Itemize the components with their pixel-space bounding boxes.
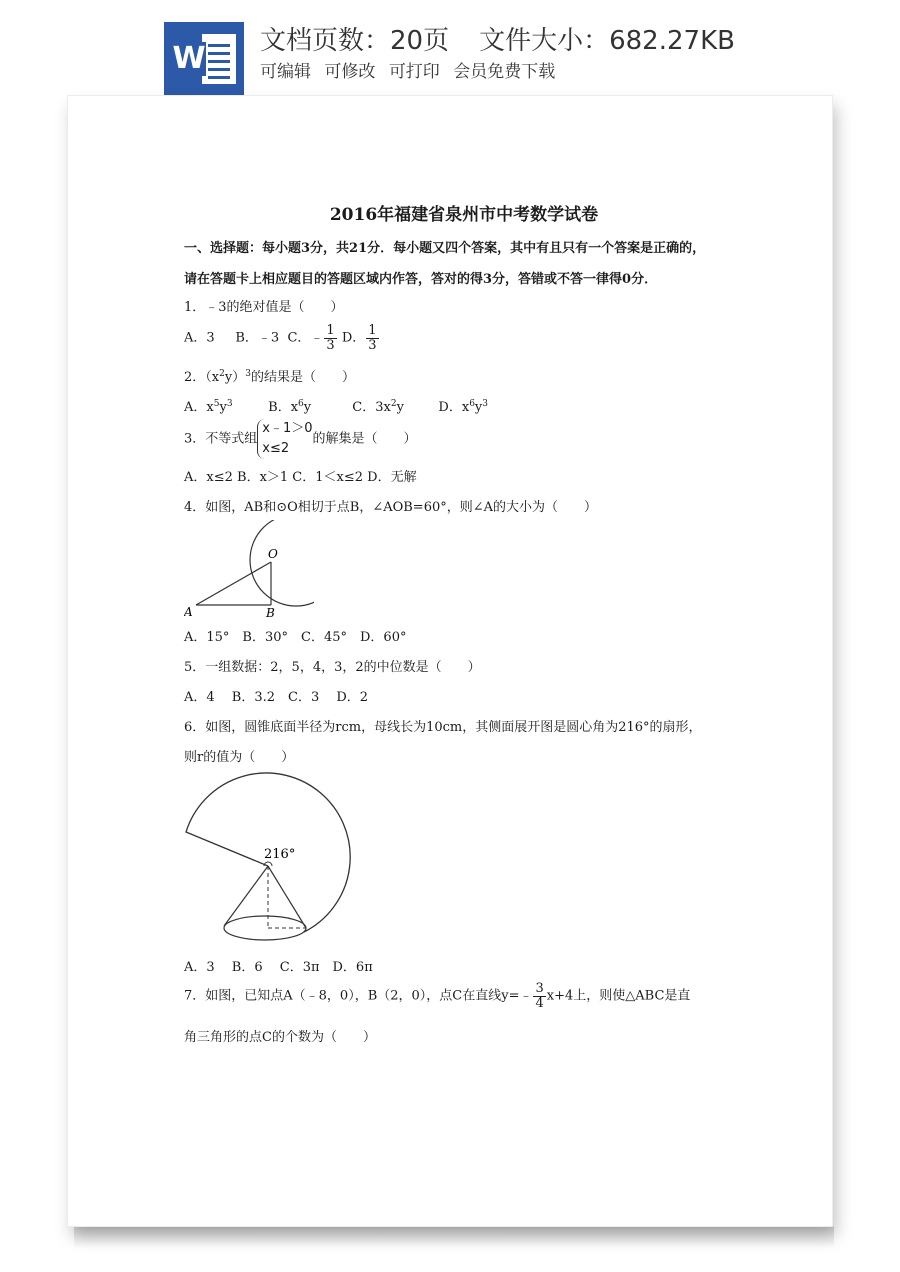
- fraction: $\frac{1}{3}$: [368, 323, 377, 353]
- question-5-options: A．4 B．3.2 C．3 D．2: [184, 690, 369, 705]
- question-6-stem-line-1: 6．如图，圆锥底面半径为rcm，母线长为10cm，其侧面展开图是圆心角为216°的扇形，: [184, 720, 702, 735]
- file-size: 文件大小：682.27KB: [479, 26, 735, 56]
- question-6-stem-line-2: 则r的值为（ ）: [184, 750, 295, 765]
- word-logo-letter: W: [172, 41, 206, 76]
- section-intro-line-1: 一、选择题：每小题3分，共21分．每小题又四个答案，其中有且只有一个答案是正确的，: [184, 241, 706, 256]
- segment-ao: [196, 562, 271, 605]
- page-shadow: [74, 1226, 834, 1248]
- question-3-stem: 3．不等式组 x﹣1＞0 x≤2 的解集是（ ）: [184, 419, 417, 459]
- page-count: 文档页数：20页: [260, 26, 450, 56]
- cone-right-edge: [268, 866, 306, 928]
- cone-sector-figure: [184, 768, 354, 948]
- question-2-stem: 2．$(x^2y)^3$的结果是（ ）: [184, 369, 355, 385]
- section-intro-line-2: 请在答题卡上相应题目的答题区域内作答，答对的得3分，答错或不答一律得0分．: [184, 272, 658, 287]
- point-b-label: B: [266, 606, 275, 620]
- question-1-options: A．3 B．﹣3 C．﹣ $\frac{1}{3}$ D． $\frac{1}{3}$: [184, 323, 377, 353]
- question-1-stem: 1．﹣3的绝对值是（ ）: [184, 300, 344, 315]
- cone-base: [224, 916, 306, 940]
- document-meta: [260, 20, 735, 57]
- question-4-options: A．15° B．30° C．45° D．60°: [184, 630, 407, 645]
- feature-member-download: 会员免费下载: [453, 62, 556, 82]
- document-page: [68, 96, 832, 1226]
- question-3-options: A．x≤2 B．x＞1 C．1＜x≤2 D．无解: [184, 470, 417, 485]
- point-a-label: A: [184, 605, 193, 619]
- page-title: 2016年福建省泉州市中考数学试卷: [329, 205, 599, 225]
- inequality-system: x﹣1＞0 x≤2: [257, 419, 312, 459]
- document-banner: [0, 0, 900, 96]
- angle-label: 216°: [264, 847, 296, 862]
- circle-o: [250, 520, 314, 606]
- word-document-icon: [164, 22, 244, 96]
- feature-modifiable: 可修改: [324, 62, 376, 82]
- question-4-stem: 4．如图，AB和⊙O相切于点B，∠AOB=60°，则∠A的大小为（ ）: [184, 500, 598, 515]
- tangent-circle-figure: [184, 520, 314, 620]
- point-o-label: O: [268, 547, 278, 561]
- question-6-options: A．3 B．6 C．3π D．6π: [184, 960, 373, 975]
- fraction: $\frac{1}{3}$: [326, 323, 335, 353]
- feature-editable: 可编辑: [260, 62, 311, 82]
- question-7-stem-line-1: 7．如图，已知点A（﹣8，0），B（2，0），点C在直线y=﹣ $\frac{3}{4}$ x+4上，则使△ABC是直: [184, 981, 691, 1011]
- fraction: $\frac{3}{4}$: [535, 981, 544, 1011]
- question-5-stem: 5．一组数据：2，5，4，3，2的中位数是（ ）: [184, 660, 481, 675]
- question-7-stem-line-2: 角三角形的点C的个数为（ ）: [184, 1030, 376, 1045]
- feature-list: [260, 57, 563, 82]
- question-2-options: A．$x^5y^3$ B．$x^6y$ C．$3x^2y$ D．$x^6y^3$: [184, 399, 489, 415]
- feature-printable: 可打印: [388, 62, 440, 82]
